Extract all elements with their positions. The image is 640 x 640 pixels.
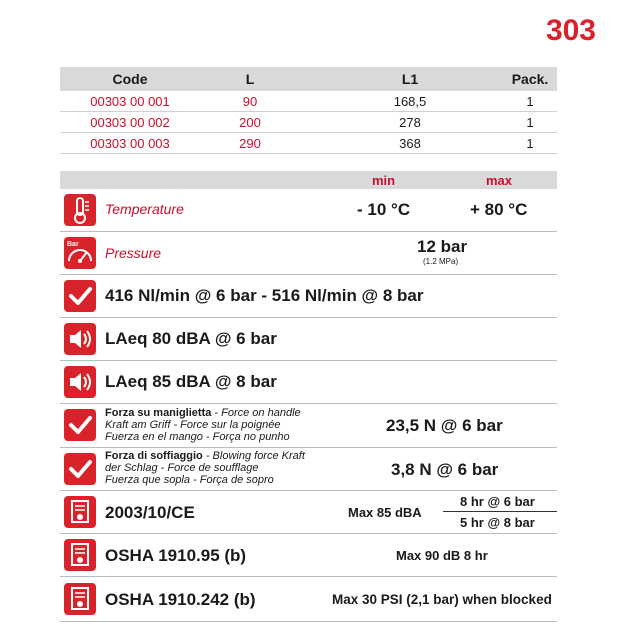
pressure-sub: (1.2 MPa) [423,257,459,266]
handle-force-description [105,407,301,443]
blowing-force-row [60,448,557,491]
pressure-value: 12 bar [417,237,468,256]
handle-force-line3: Fuerza en el mango - Força no punho [105,431,290,443]
header-l: L [245,71,255,87]
certificate-icon [64,539,96,571]
cell-l1: 278 [399,115,421,130]
ce-mid: Max 85 dBA [348,505,422,520]
noise-6-value: LAeq 80 dBA @ 6 bar [105,329,277,348]
airflow-value: 416 Nl/min @ 6 bar - 516 Nl/min @ 8 bar [105,286,424,305]
table-row [60,112,557,133]
cell-l: 200 [239,115,261,130]
osha-242-value: Max 30 PSI (2,1 bar) when blocked [332,592,552,607]
header-code: Code [112,71,148,87]
thermometer-icon [64,194,96,226]
table-row [60,133,557,154]
temperature-max: + 80 °C [470,200,528,219]
osha-95-label: OSHA 1910.95 (b) [105,546,247,565]
noise-8-row [60,361,557,404]
check-icon [64,409,96,441]
blowing-force-description [105,450,305,486]
noise-6-row [60,318,557,361]
check-icon [64,280,96,312]
osha-95-value: Max 90 dB 8 hr [396,548,488,563]
blowing-force-title: Forza di soffiaggio [105,450,203,462]
certificate-icon [64,583,96,615]
cell-pack: 1 [526,115,534,130]
cell-code: 00303 00 002 [90,115,170,130]
cell-code: 00303 00 001 [90,94,170,109]
temperature-min: - 10 °C [357,200,411,219]
handle-force-title: Forza su maniglietta [105,407,212,419]
min-max-header [60,171,557,189]
cell-l: 290 [239,136,261,151]
temperature-label: Temperature [105,201,184,217]
handle-force-line2: Kraft am Griff - Force sur la poignée [105,419,281,431]
osha-95-row [60,534,557,577]
certificate-icon [64,496,96,528]
header-l1: L1 [401,71,419,87]
osha-242-label: OSHA 1910.242 (b) [105,590,256,609]
airflow-row [60,275,557,318]
noise-8-value: LAeq 85 dBA @ 8 bar [105,372,277,391]
model-number: 303 [545,14,596,47]
ce-value-2: 5 hr @ 8 bar [460,515,535,530]
check-icon [64,453,96,485]
code-table [60,67,557,154]
blowing-force-line2: der Schlag - Force de soufflage [105,462,259,474]
osha-242-row [60,577,557,622]
blowing-force-value: 3,8 N @ 6 bar [391,460,499,479]
max-label: max [486,173,513,188]
pressure-label: Pressure [105,245,162,261]
ce-divider [443,511,557,512]
table-row [60,91,557,112]
cell-l1: 368 [399,136,421,151]
handle-force-line1: - Force on handle [211,407,301,419]
gauge-icon-text: Bar [67,241,79,248]
ce-row [60,491,557,534]
handle-force-row [60,404,557,448]
temperature-row [60,189,557,232]
header-pack: Pack. [511,71,549,87]
pressure-row [60,232,557,275]
cell-pack: 1 [526,136,534,151]
cell-code: 00303 00 003 [90,136,170,151]
speaker-icon [64,366,96,398]
ce-label: 2003/10/CE [105,503,195,522]
blowing-force-line1: - Blowing force Kraft [202,450,305,462]
min-label: min [372,173,396,188]
blowing-force-line3: Fuerza que sopla - Força de sopro [105,474,274,486]
table-header [60,67,557,91]
cell-pack: 1 [526,94,534,109]
handle-force-value: 23,5 N @ 6 bar [386,416,503,435]
ce-value-1: 8 hr @ 6 bar [460,494,535,509]
speaker-icon [64,323,96,355]
cell-l: 90 [242,94,258,109]
pressure-gauge-icon [64,237,96,269]
cell-l1: 168,5 [393,94,427,109]
